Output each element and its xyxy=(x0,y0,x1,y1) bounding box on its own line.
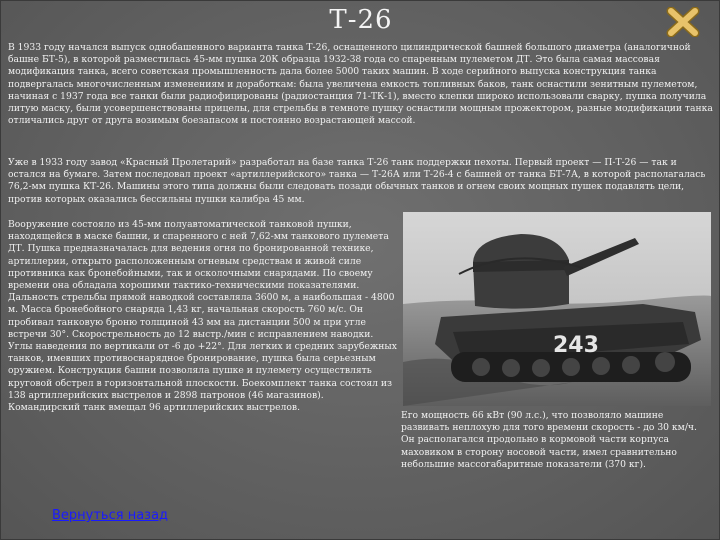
back-link[interactable]: Вернуться назад xyxy=(52,508,169,523)
engine-paragraph: Его мощность 66 кВт (90 л.с.), что позволяло машине развивать неплохую для того времени скорость - до 30 км/ч. Он располагался продольно в кормовой части корпуса маховиком в сторону носовой части, имел сравнительно небольшие массогабаритные показатели (370 кг). xyxy=(401,410,697,470)
page-title: Т-26 xyxy=(329,5,393,35)
tank-photo xyxy=(403,212,711,406)
armament-paragraph: Вооружение состояло из 45-мм полуавтоматической танковой пушки, находящейся в маске башни, и спаренного с ней 7,62-мм танкового пулемета ДТ. Пушка предназначалась для ведения огня по бронированной технике, артиллерии, открыто расположенным огневым средствам и живой силе противника как бронебойными, так и осколочными снарядами. По своему времени она обладала хорошими тактико-техническими показателями. Дальность стрельбы прямой наводкой составляла 3600 м, а наибольшая - 4800 м. Масса бронебойного снаряда 1,43 кг, начальная скорость 760 м/с. Он пробивал танковую броню толщиной 43 мм на дистанции 500 м при угле встречи 30°. Скорострельность до 12 выстр./мин с исправлением наводки. Углы наведения по вертикали от -6 до +22°. Для легких и средних зарубежных танков, имевших противоснарядное бронирование, пушка была серьезным оружием. Конструкция башни позволяла пушке и пулемету осуществлять круговой обстрел в горизонтальной плоскости. Боекомплект танка состоял из 138 артиллерийских выстрелов и 2898 патронов (46 магазинов). Командирский танк вмещал 96 артиллерийских выстрелов. xyxy=(8,219,397,414)
close-icon[interactable] xyxy=(666,7,700,37)
support-tank-paragraph: Уже в 1933 году завод «Красный Пролетарий» разработал на базе танка Т-26 танк поддержки пехоты. Первый проект — П-Т-26 — так и остался на бумаге. Затем последовал проект «артиллерийского» танка — Т-26А или Т-26-4 с башней от танка БТ-7А, в которой располагалась 76,2-мм пушка КТ-26. Машины этого типа должны были следовать позади обычных танков и огнем своих мощных пушек подавлять цели, против которых оказались бессильны пушки калибра 45 мм. xyxy=(8,157,706,205)
hull-number: 243 xyxy=(553,333,599,358)
intro-paragraph: В 1933 году начался выпуск однобашенного варианта танка Т-26, оснащенного цилиндрической башней большого диаметра (аналогичной башне БТ-5), в которой разместилась 45-мм пушка 20К образца 1932-38 года со спаренным пулеметом ДТ. Это была самая массовая модификация танка, всего советская промышленность дала более 5000 таких машин. В ходе серийного выпуска конструкция танка подвергалась многочисленным изменениям и доработкам: была увеличена емкость топливных баков, танк оснастили зенитным пулеметом, начиная с 1937 года все танки были радиофицированы (радиостанция 71-ТК-1), вместо клепки широко использовали сварку, пушка получила литую маску, были усовершенствованы прицелы, для стрельбы в темноте пушку оснастили мощным прожектором, разные модификации танка отличались друг от друга возимым боезапасом и постоянно возрастающей массой. xyxy=(8,42,713,127)
